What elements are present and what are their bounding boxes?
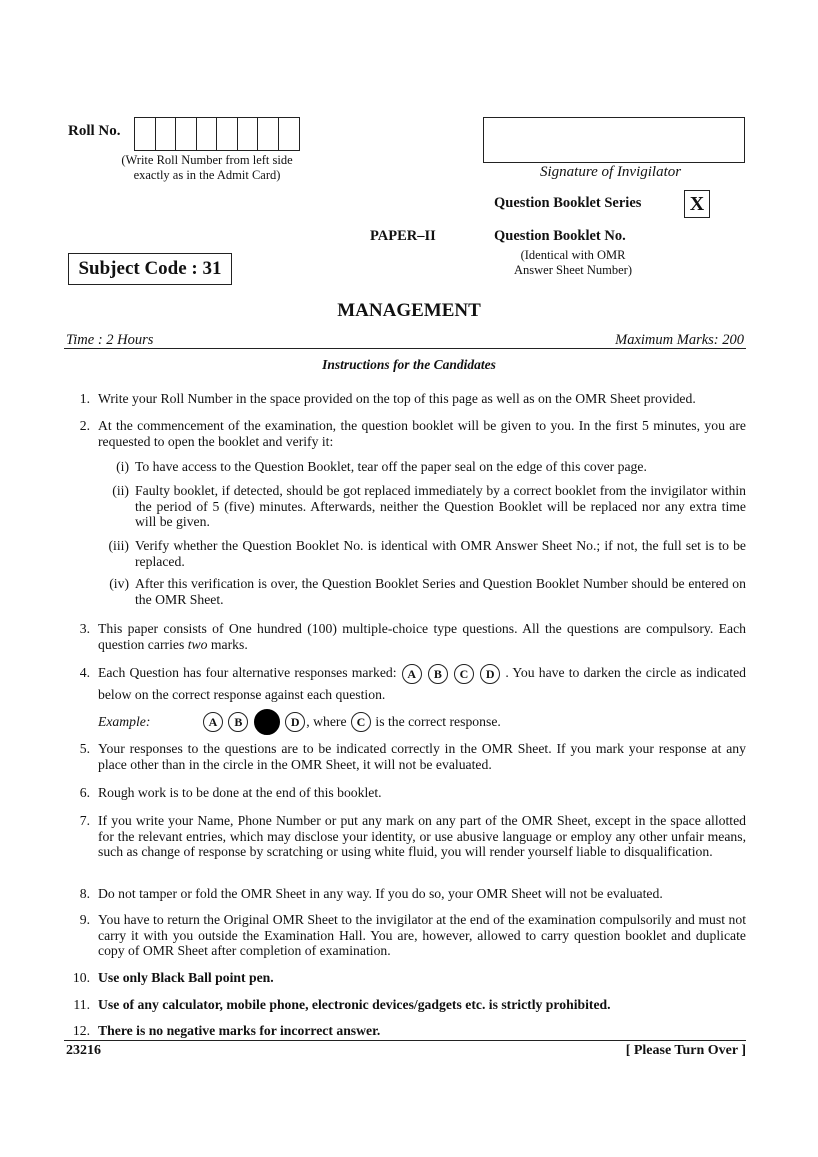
example-row [98,709,698,735]
divider [64,348,746,349]
time-allowed: Time : 2 Hours [66,332,154,348]
item-text-part: This paper consists of One hundred (100) multiple-choice type questions. All the questions are compulsory. Each question carries [98,621,746,652]
subitem-text: Faulty booklet, if detected, should be got replaced immediately by a correct booklet from the invigilator within the period of 5 (five) minutes. Afterwards, neither the Question Booklet will be replaced nor any extra time will be given. [135,483,746,530]
instruction-item [64,912,746,959]
subject-code: Subject Code : 31 [68,253,232,285]
item-text: At the commencement of the examination, the question booklet will be given to you. In the first 5 minutes, you are requested to open the booklet and verify it: [98,418,746,449]
example-label: Example: [98,714,151,729]
signature-label: Signature of Invigilator [540,164,682,180]
roll-digit-box[interactable] [156,118,177,150]
item-text: Do not tamper or fold the OMR Sheet in any way. If you do so, your OMR Sheet will not be evaluated. [98,886,663,901]
instruction-item [64,621,746,652]
item-text [98,662,746,706]
booklet-number-label: Question Booklet No. [494,228,626,244]
subitem-number: (iii) [108,538,129,553]
option-c-circle: C [454,664,474,684]
item-number: 6. [79,785,90,800]
instruction-item [64,391,746,407]
maximum-marks: Maximum Marks: 200 [615,332,744,348]
option-d-circle: D [480,664,500,684]
instruction-subitem [100,538,746,569]
instruction-item [64,741,746,772]
item-number: 10. [72,970,90,985]
roll-number-note [112,153,302,183]
item-number: 11. [73,997,90,1012]
divider [64,1040,746,1041]
item-text-emphasis: two [187,636,208,652]
instruction-item [64,813,746,860]
item-text: You have to return the Original OMR Sheet to the invigilator at the end of the examination compulsorily and must not carry it with you outside the Examination Hall. You are, however, allowed to carry question booklet and duplicate copy of OMR Sheet after completion of examination. [98,912,746,959]
page-title: MANAGEMENT [337,300,481,321]
roll-number-boxes[interactable] [134,117,300,151]
item-number: 12. [72,1023,90,1038]
example-text: , where [306,714,350,729]
subitem-text: Verify whether the Question Booklet No. is identical with OMR Answer Sheet No.; if not, the full set is to be replaced. [135,538,746,569]
item-text-part: marks. [207,636,248,652]
roll-digit-box[interactable] [238,118,259,150]
instruction-subitem [100,576,746,607]
item-text-part: . You have to darken the circle as indicated below on the correct response against each question. [98,665,747,702]
subitem-number: (iv) [109,576,129,591]
roll-digit-box[interactable] [197,118,218,150]
booklet-note-line: (Identical with OMR [520,248,626,262]
item-text: Write your Roll Number in the space provided on the top of this page as well as on the OMR Sheet provided. [98,391,696,406]
option-b-circle: B [428,664,448,684]
subitem-text: To have access to the Question Booklet, tear off the paper seal on the edge of this cover page. [135,459,647,474]
item-number: 1. [79,391,90,406]
instruction-item [64,997,746,1013]
instructions-title: Instructions for the Candidates [322,357,496,372]
roll-digit-box[interactable] [176,118,197,150]
item-text: Use only Black Ball point pen. [98,970,274,985]
booklet-note-line: Answer Sheet Number) [513,263,633,277]
item-number: 2. [79,418,90,433]
item-text-part: Each Question has four alternative responses marked: [98,665,401,680]
roll-digit-box[interactable] [258,118,279,150]
booklet-code: 23216 [66,1043,101,1058]
booklet-series-label: Question Booklet Series [494,195,642,211]
instruction-item [64,662,746,706]
roll-note-line: (Write Roll Number from left side [121,153,293,167]
item-number: 9. [79,912,90,927]
instruction-subitem [100,483,746,530]
instruction-item [64,418,746,449]
item-text: Rough work is to be done at the end of this booklet. [98,785,382,800]
item-number: 5. [79,741,90,756]
roll-note-line: exactly as in the Admit Card) [133,168,281,182]
example-filled-circle [254,709,280,735]
subitem-number: (ii) [112,483,129,498]
subitem-number: (i) [116,459,129,474]
item-number: 4. [79,665,90,680]
instruction-item [64,785,746,801]
item-text: Use of any calculator, mobile phone, electronic devices/gadgets etc. is strictly prohibited. [98,997,611,1012]
roll-digit-box[interactable] [279,118,300,150]
turn-over-note: [ Please Turn Over ] [625,1043,746,1058]
roll-digit-box[interactable] [217,118,238,150]
invigilator-signature-box[interactable] [483,117,745,163]
instruction-item [64,970,746,986]
item-text: There is no negative marks for incorrect answer. [98,1023,381,1038]
item-number: 7. [79,813,90,828]
example-text: is the correct response. [371,714,501,729]
roll-digit-box[interactable] [135,118,156,150]
option-a-circle: A [402,664,422,684]
item-text: Your responses to the questions are to be indicated correctly in the OMR Sheet. If you mark your response at any place other than in the circle in the OMR Sheet, it will not be evaluated. [98,741,746,772]
booklet-series-value: X [684,190,710,218]
subitem-text: After this verification is over, the Question Booklet Series and Question Booklet Number should be entered on the OMR Sheet. [135,576,746,607]
example-option-b: B [228,712,248,732]
booklet-number-note [498,248,648,278]
paper-label: PAPER–II [370,228,436,244]
instruction-subitem [100,459,746,475]
item-number: 3. [79,621,90,636]
example-correct-option: C [351,712,371,732]
instruction-item [64,1023,746,1039]
example-option-a: A [203,712,223,732]
example-option-d: D [285,712,305,732]
instruction-item [64,886,746,902]
item-number: 8. [79,886,90,901]
item-text [98,621,746,652]
item-text: If you write your Name, Phone Number or put any mark on any part of the OMR Sheet, except in the space allotted for the relevant entries, which may disclose your identity, or use abusive language or employ any other unfair means, such as change of response by scratching or using white fluid, you will render yourself liable to disqualification. [98,813,746,860]
roll-number-label: Roll No. [68,123,121,139]
